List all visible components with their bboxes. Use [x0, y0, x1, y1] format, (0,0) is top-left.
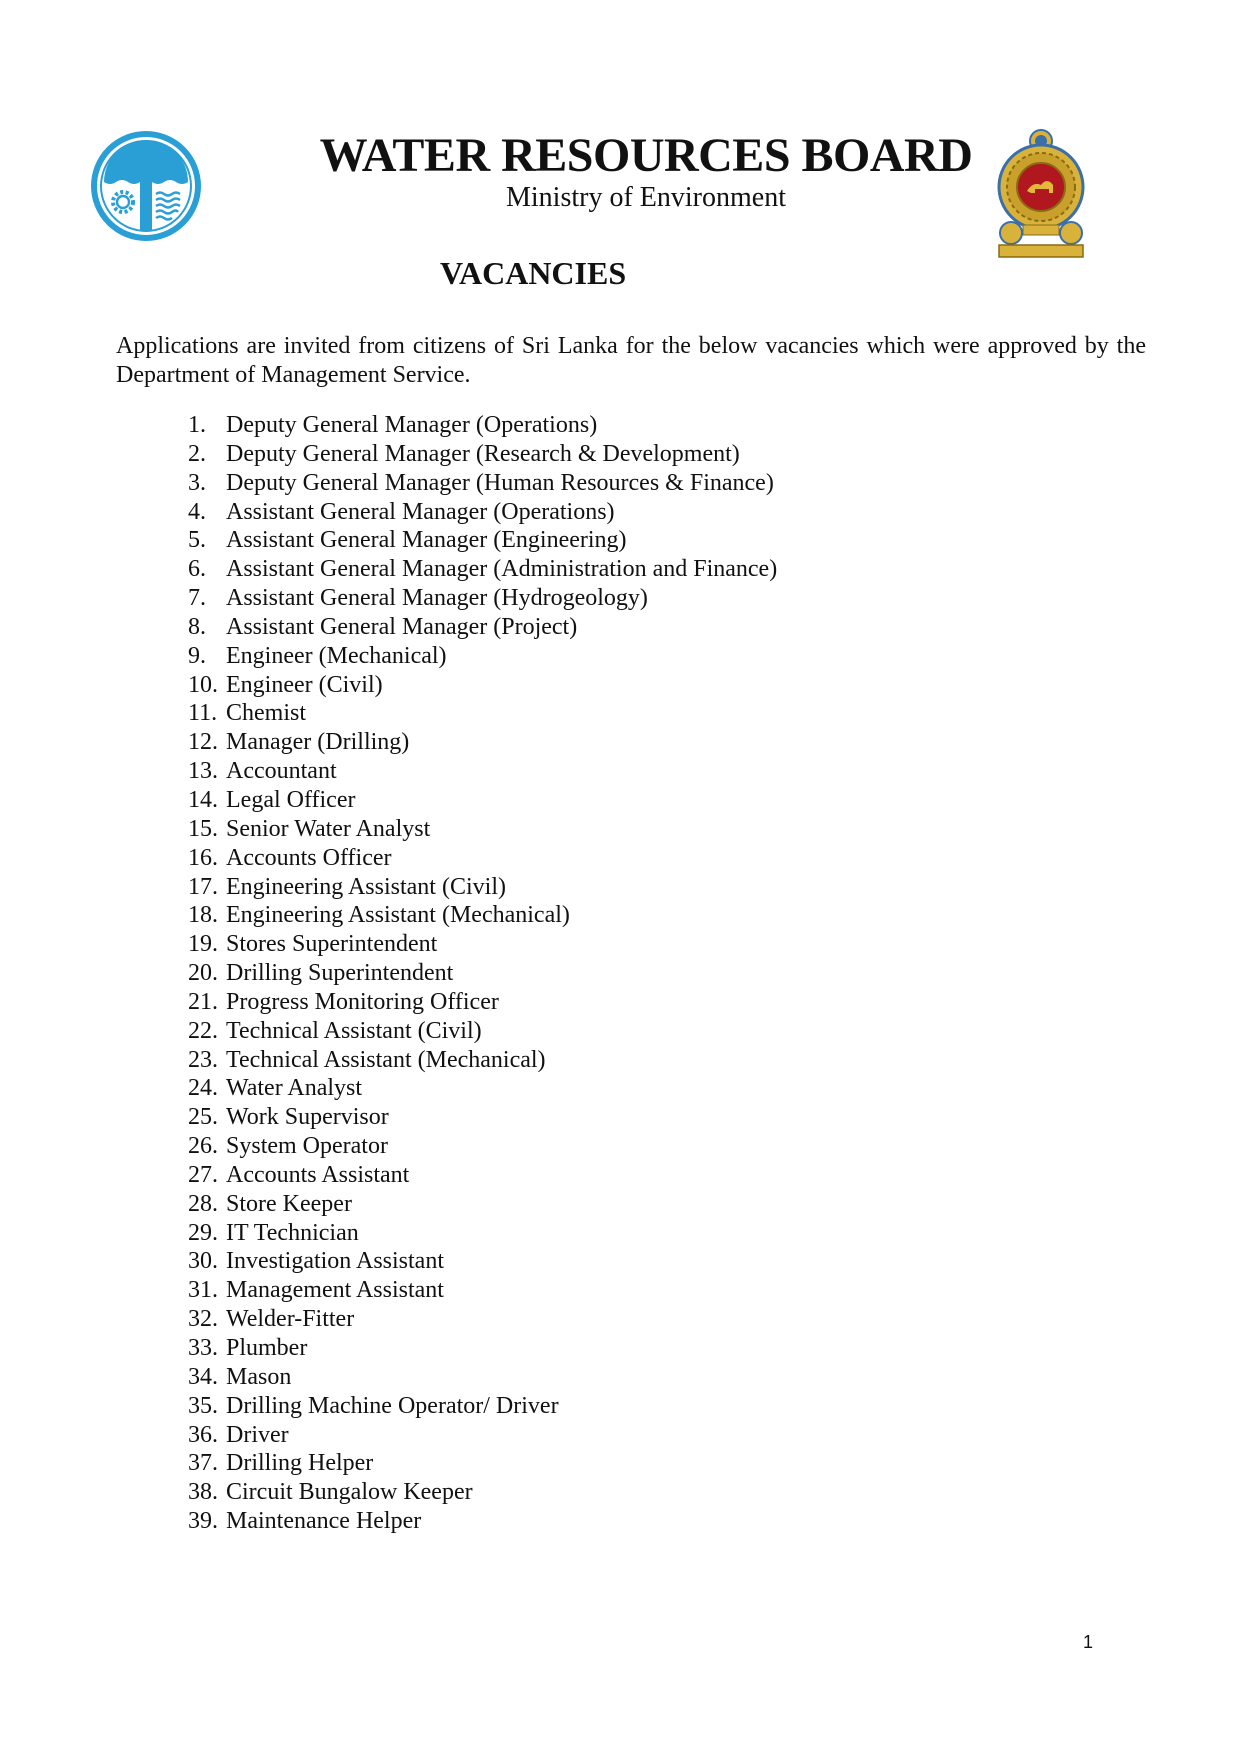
vacancy-title: Drilling Helper [226, 1450, 374, 1477]
vacancy-item [188, 873, 777, 902]
vacancy-item [188, 844, 777, 873]
vacancy-title: Circuit Bungalow Keeper [226, 1479, 473, 1506]
vacancy-item [188, 1449, 777, 1478]
vacancy-title: Deputy General Manager (Research & Development) [226, 440, 740, 467]
page-number: 1 [1083, 1632, 1094, 1652]
vacancy-title: Engineering Assistant (Civil) [226, 873, 506, 900]
vacancy-number: 28. [188, 1190, 218, 1217]
vacancy-item [188, 1219, 777, 1248]
vacancy-number: 10. [188, 671, 218, 698]
vacancy-number: 21. [188, 988, 218, 1015]
vacancy-item [188, 1478, 777, 1507]
vacancy-number: 31. [188, 1277, 218, 1304]
vacancy-item [188, 699, 777, 728]
vacancy-title: Assistant General Manager (Engineering) [226, 527, 627, 554]
vacancy-title: System Operator [226, 1133, 388, 1160]
vacancy-number: 9. [188, 642, 206, 669]
vacancy-number: 18. [188, 902, 218, 929]
vacancy-number: 1. [188, 412, 206, 438]
vacancy-item [188, 959, 777, 988]
vacancy-item [188, 584, 777, 613]
vacancy-item [188, 786, 777, 815]
ministry-subtitle: Ministry of Environment [506, 182, 786, 213]
vacancy-item [188, 930, 777, 959]
vacancy-number: 26. [188, 1133, 218, 1160]
vacancy-number: 15. [188, 815, 218, 842]
vacancy-item [188, 1161, 777, 1190]
vacancy-number: 36. [188, 1421, 218, 1448]
vacancy-title: Legal Officer [226, 786, 356, 813]
vacancy-number: 32. [188, 1306, 218, 1333]
vacancy-item [188, 1074, 777, 1103]
vacancy-title: Assistant General Manager (Project) [226, 613, 578, 640]
vacancy-item [188, 1276, 777, 1305]
vacancy-item [188, 671, 777, 700]
vacancy-number: 39. [188, 1508, 218, 1535]
vacancy-number: 37. [188, 1450, 218, 1477]
vacancy-title: Accountant [226, 758, 337, 785]
vacancy-title: Deputy General Manager (Operations) [226, 412, 598, 438]
vacancy-title: Store Keeper [226, 1190, 352, 1217]
vacancy-item [188, 1017, 777, 1046]
vacancy-title: Water Analyst [226, 1075, 363, 1102]
vacancy-number: 20. [188, 960, 218, 987]
vacancy-title: Mason [226, 1363, 292, 1390]
vacancy-item [188, 1507, 777, 1536]
vacancy-title: Management Assistant [226, 1277, 444, 1304]
vacancy-title: Accounts Assistant [226, 1161, 410, 1188]
vacancy-list [188, 411, 777, 1536]
vacancy-item [188, 1363, 777, 1392]
vacancy-item [188, 498, 777, 527]
vacancy-item [188, 1132, 777, 1161]
intro-paragraph: Applications are invited from citizens of Sri Lanka for the below vacancies which were approved by the Department of Management Service. [116, 333, 1146, 388]
vacancy-number: 19. [188, 931, 218, 958]
vacancy-title: Assistant General Manager (Hydrogeology) [226, 585, 648, 612]
vacancy-item [188, 1421, 777, 1450]
vacancy-title: Assistant General Manager (Administration and Finance) [226, 556, 778, 583]
vacancy-number: 38. [188, 1479, 218, 1506]
vacancy-number: 3. [188, 469, 206, 496]
vacancy-item [188, 1190, 777, 1219]
vacancy-item [188, 988, 777, 1017]
vacancy-number: 16. [188, 844, 218, 871]
vacancy-title: Welder-Fitter [226, 1306, 355, 1333]
vacancy-item [188, 469, 777, 498]
vacancy-title: Technical Assistant (Civil) [226, 1017, 482, 1044]
vacancy-title: Driver [226, 1421, 289, 1448]
vacancy-number: 11. [188, 700, 218, 727]
vacancy-title: Accounts Officer [226, 844, 392, 871]
vacancy-title: Manager (Drilling) [226, 729, 410, 756]
vacancy-number: 6. [188, 556, 206, 583]
vacancy-item [188, 1305, 777, 1334]
vacancy-title: Progress Monitoring Officer [226, 988, 499, 1015]
vacancy-number: 17. [188, 873, 218, 900]
vacancy-item [188, 815, 777, 844]
vacancy-title: Plumber [226, 1335, 308, 1361]
vacancy-title: Assistant General Manager (Operations) [226, 498, 615, 525]
vacancy-title: Maintenance Helper [226, 1508, 422, 1535]
vacancy-number: 35. [188, 1392, 218, 1419]
vacancy-number: 12. [188, 729, 218, 756]
vacancy-title: IT Technician [226, 1219, 359, 1246]
vacancy-number: 30. [188, 1248, 218, 1275]
vacancy-title: Drilling Machine Operator/ Driver [226, 1392, 559, 1419]
vacancy-number: 7. [188, 585, 206, 612]
vacancy-number: 29. [188, 1219, 218, 1246]
vacancy-item [188, 555, 777, 584]
vacancy-number: 23. [188, 1046, 218, 1073]
vacancy-number: 5. [188, 527, 206, 554]
vacancy-number: 13. [188, 758, 218, 785]
vacancy-number: 27. [188, 1161, 218, 1188]
vacancy-item [188, 440, 777, 469]
vacancy-item [188, 642, 777, 671]
vacancy-title: Engineer (Civil) [226, 671, 383, 698]
vacancy-item [188, 901, 777, 930]
vacancy-item [188, 526, 777, 555]
vacancy-item [188, 757, 777, 786]
vacancy-item [188, 1103, 777, 1132]
vacancy-title: Engineer (Mechanical) [226, 642, 447, 669]
vacancy-title: Senior Water Analyst [226, 815, 431, 842]
vacancy-title: Chemist [226, 700, 307, 727]
vacancy-title: Deputy General Manager (Human Resources & Finance) [226, 469, 774, 496]
vacancy-number: 25. [188, 1104, 218, 1131]
organization-title: WATER RESOURCES BOARD [319, 129, 973, 182]
vacancy-item [188, 728, 777, 757]
vacancy-item [188, 1392, 777, 1421]
vacancy-title: Drilling Superintendent [226, 960, 454, 987]
vacancy-title: Engineering Assistant (Mechanical) [226, 902, 570, 929]
vacancy-title: Technical Assistant (Mechanical) [226, 1046, 546, 1073]
vacancy-item [188, 1046, 777, 1075]
vacancy-number: 24. [188, 1075, 218, 1102]
vacancy-title: Investigation Assistant [226, 1248, 444, 1275]
vacancies-heading: VACANCIES [440, 255, 627, 291]
vacancy-number: 34. [188, 1363, 218, 1390]
vacancy-number: 4. [188, 498, 206, 525]
vacancy-item [188, 1334, 777, 1363]
vacancy-item [188, 1247, 777, 1276]
vacancy-number: 14. [188, 786, 218, 813]
vacancy-title: Stores Superintendent [226, 931, 438, 958]
vacancy-title: Work Supervisor [226, 1104, 389, 1131]
vacancy-item [188, 411, 777, 440]
vacancy-number: 33. [188, 1335, 218, 1361]
vacancy-number: 2. [188, 440, 206, 467]
vacancy-item [188, 613, 777, 642]
vacancy-number: 22. [188, 1017, 218, 1044]
vacancy-number: 8. [188, 613, 206, 640]
